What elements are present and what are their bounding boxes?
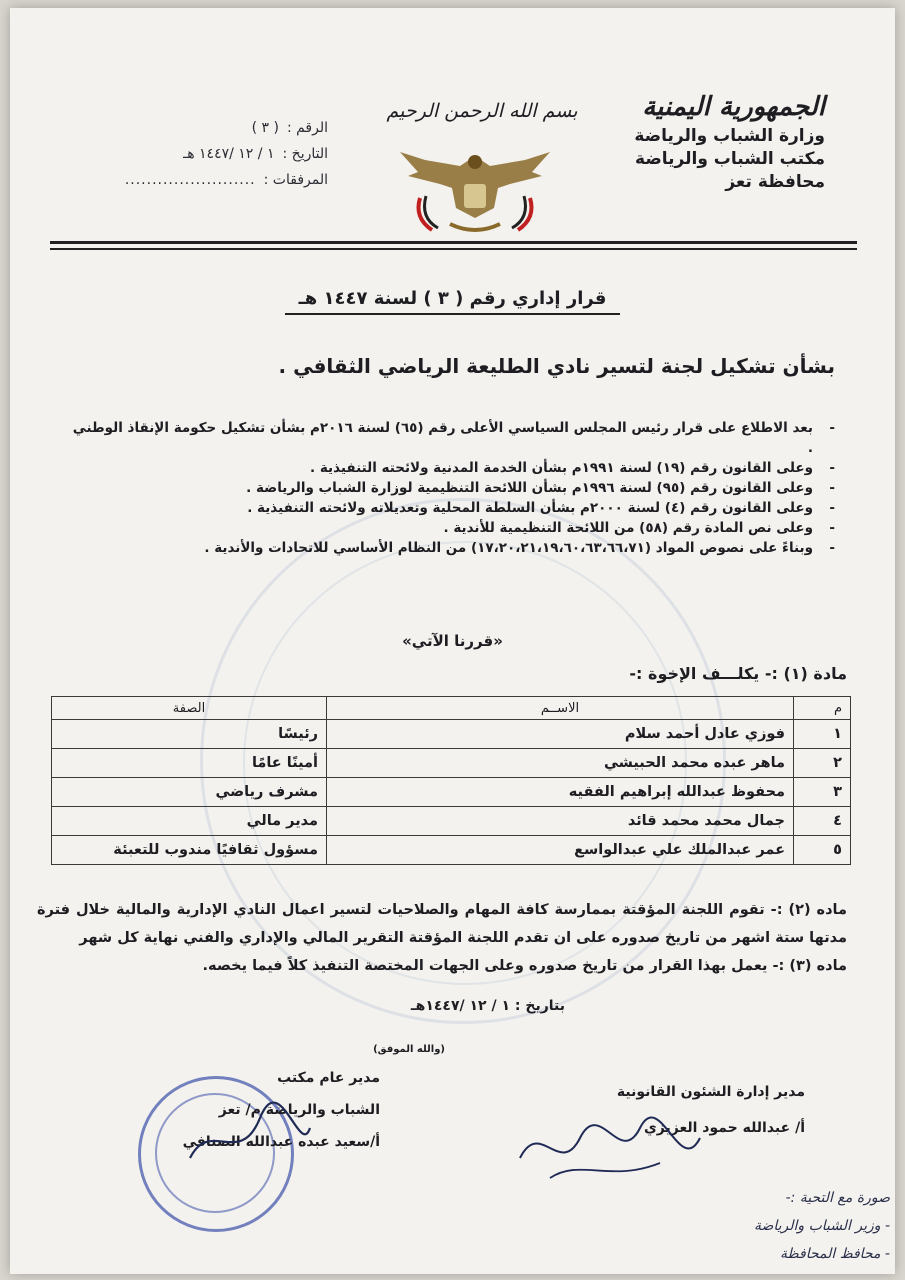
article-3-label: ماده (٣) :- <box>772 958 847 974</box>
director-name: أ/سعيد عبده عبدالله الصنافي <box>182 1134 380 1150</box>
ministry-line: وزارة الشباب والرياضة <box>634 126 825 147</box>
closing-phrase: (والله الموفق) <box>373 1044 445 1055</box>
header-name: الاســم <box>327 697 794 720</box>
date-label: التاريخ : <box>282 145 328 162</box>
handwritten-signature-icon <box>510 1108 710 1188</box>
members-table <box>51 696 851 865</box>
legal-director-title: مدير إدارة الشئون القانونية <box>616 1084 805 1100</box>
article-3-text: يعمل بهذا القرار من تاريخ صدوره وعلى الجهات المختصة التنفيذ كلاً فيما يخصه. <box>202 958 768 974</box>
issue-date: بتاريخ : ١ / ١٢ /١٤٤٧هـ <box>410 998 565 1014</box>
article-2-text: تقوم اللجنة المؤقتة بممارسة كافة المهام والصلاحيات لتسير اعمال النادي الإدارية والمالية خلال فترة مدتها ستة اشهر من تاريخ صدوره على ان تقدم اللجنة المؤقتة التقرير المالي والإداري والفني نهاية كل شهر <box>37 902 847 946</box>
director-signature-icon <box>180 1098 320 1178</box>
date-value: ١ / ١٢ /١٤٤٧ هـ <box>183 145 275 162</box>
list-item: - وعلى نص المادة رقم (٥٨) من اللائحة التنظيمية للأندية . <box>443 520 835 536</box>
header-rule <box>50 241 857 244</box>
attachments-value: ........................ <box>124 171 256 188</box>
table-row: ١ فوزي عادل أحمد سلام رئيسًا <box>52 720 851 749</box>
governorate-line: محافظة تعز <box>725 171 825 192</box>
preamble-list <box>65 418 835 558</box>
article-2-label: ماده (٢) :- <box>770 902 847 918</box>
header-reference <box>98 116 328 194</box>
table-row: ٤ جمال محمد محمد قائد مدير مالي <box>52 807 851 836</box>
basmala: بسم الله الرحمن الرحيم <box>386 100 578 122</box>
handwritten-cc-notes: صورة مع التحية :- - وزير الشباب والرياضة - محافظ المحافظة <box>753 1190 890 1262</box>
director-title-2: الشباب والرياضة م/ تعز <box>218 1102 380 1118</box>
ref-label: الرقم : <box>286 120 328 136</box>
table-row: ٢ ماهر عبده محمد الحبيشي أمينًا عامًا <box>52 749 851 778</box>
articles-2-3 <box>37 896 847 980</box>
article-1: مادة (١) :- يكلـــف الإخوة :- <box>629 664 847 683</box>
office-line: مكتب الشباب والرياضة <box>635 149 825 170</box>
list-item: - وعلى القانون رقم (١٩) لسنة ١٩٩١م بشأن الخدمة المدنية ولائحته التنفيذية . <box>310 460 835 476</box>
header-authority <box>634 90 825 194</box>
list-item: - وعلى القانون رقم (٤) لسنة ٢٠٠٠م بشأن السلطة المحلية وتعديلاته ولائحته التنفيذية . <box>247 500 835 516</box>
legal-director-name: أ/ عبدالله حمود العزيزي <box>643 1120 805 1136</box>
attachments-label: المرفقات : <box>263 171 328 188</box>
list-item: - وعلى القانون رقم (٩٥) لسنة ١٩٩٦م بشأن اللائحة التنظيمية لوزارة الشباب والرياضة . <box>246 480 835 496</box>
document-page <box>10 8 895 1274</box>
resolved-heading: «قررنا الآتي» <box>402 632 503 650</box>
decision-title: قرار إداري رقم ( ٣ ) لسنة ١٤٤٧ هـ <box>10 288 895 309</box>
republic-title: الجمهورية اليمنية <box>642 92 825 122</box>
eagle-emblem-icon <box>390 138 560 238</box>
ref-value: ( ٣ ) <box>251 120 279 136</box>
table-row: ٣ محفوظ عبدالله إبراهيم الفقيه مشرف رياضي <box>52 778 851 807</box>
list-item: - وبناءً على نصوص المواد (١٧،٢٠،٢١،١٩،٦٠،٦٣،٦٦،٧١) من النظام الأساسي للاتحادات والأندية . <box>204 540 835 556</box>
header-rule-thin <box>50 248 857 250</box>
director-title-1: مدير عام مكتب <box>277 1070 380 1086</box>
decision-subject: بشأن تشكيل لجنة لتسير نادي الطليعة الرياضي الثقافي . <box>278 354 835 378</box>
table-header-row <box>52 697 851 720</box>
table-row: ٥ عمر عبدالملك علي عبدالواسع مسؤول ثقافيًا مندوب للتعبئة <box>52 836 851 865</box>
header-role: الصفة <box>52 697 327 720</box>
list-item: - بعد الاطلاع على قرار رئيس المجلس السياسي الأعلى رقم (٦٥) لسنة ٢٠١٦م بشأن تشكيل حكومة الإنقاذ الوطني . <box>72 420 835 456</box>
header-num: م <box>794 697 851 720</box>
